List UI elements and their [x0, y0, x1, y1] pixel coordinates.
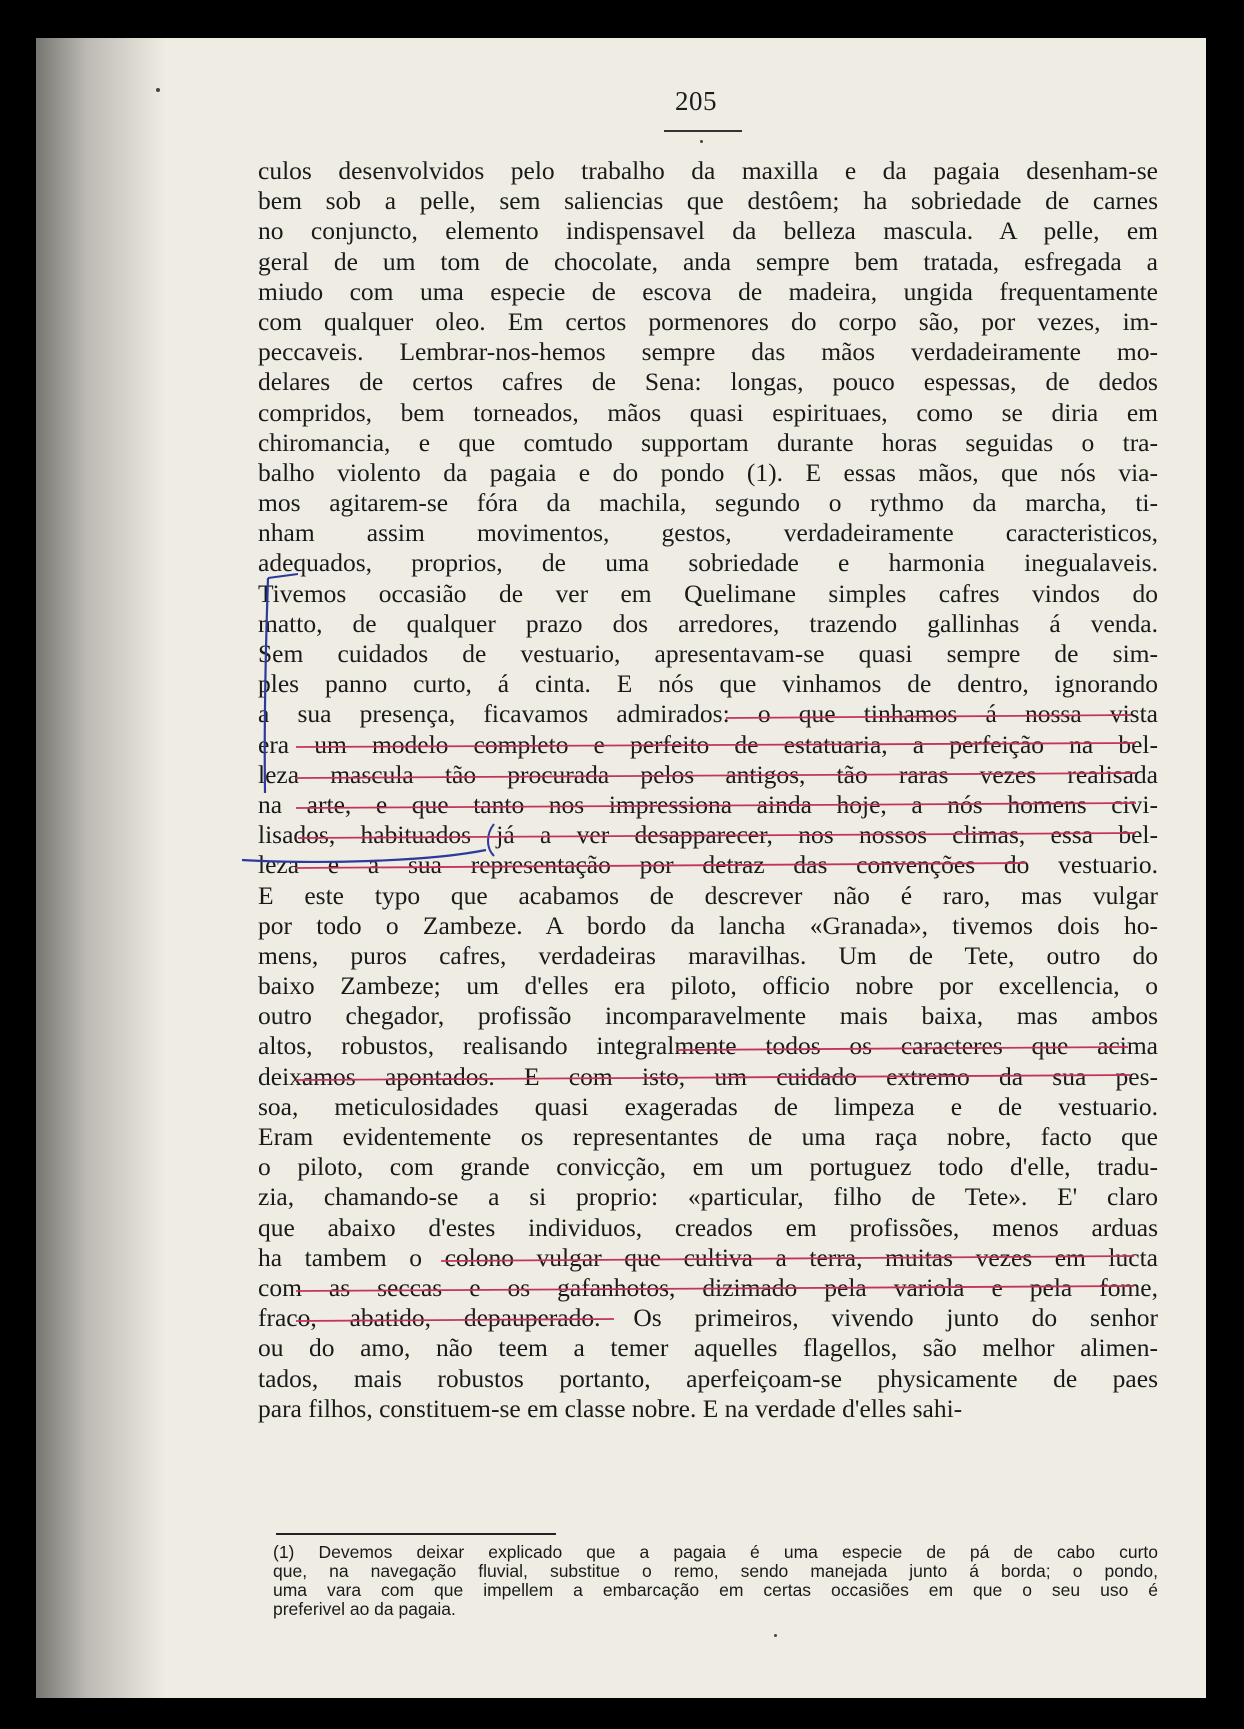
- scanned-page: [36, 38, 1206, 1698]
- body-line: leza mascula tão procurada pelos antigos, tão raras vezes realisada: [258, 759, 1158, 789]
- body-line: balho violento da pagaia e do pondo (1). E essas mãos, que nós via-: [258, 457, 1158, 487]
- ink-speck: [774, 1634, 777, 1637]
- body-line: adequados, proprios, de uma sobriedade e harmonia inegualaveis.: [258, 548, 1158, 578]
- body-line: por todo o Zambeze. A bordo da lancha «Granada», tivemos dois ho-: [258, 910, 1158, 940]
- body-line: peccaveis. Lembrar-nos-hemos sempre das mãos verdadeiramente mo-: [258, 337, 1158, 367]
- body-line: no conjuncto, elemento indispensavel da belleza mascula. A pelle, em: [258, 216, 1158, 246]
- body-line: culos desenvolvidos pelo trabalho da maxilla e da pagaia desenham-se: [258, 156, 1158, 185]
- body-line: lisados, habituados já a ver desapparecer, nos nossos climas, essa bel-: [258, 820, 1158, 850]
- ink-speck: [700, 140, 703, 143]
- footnote-divider: [276, 1533, 556, 1535]
- body-line: a sua presença, ficavamos admirados: o que tinhamos á nossa vista: [258, 699, 1158, 729]
- body-line: ou do amo, não teem a temer aquelles flagellos, são melhor alimen-: [258, 1333, 1158, 1363]
- body-line: fraco, abatido, depauperado. Os primeiros, vivendo junto do senhor: [258, 1303, 1158, 1333]
- body-line: altos, robustos, realisando integralmente todos os caracteres que acima: [258, 1031, 1158, 1061]
- body-line: para filhos, constituem-se em classe nobre. E na verdade d'elles sahi-: [258, 1393, 963, 1423]
- body-line: miudo com uma especie de escova de madeira, ungida frequentamente: [258, 276, 1158, 306]
- body-line: compridos, bem torneados, mãos quasi espirituaes, como se diria em: [258, 397, 1158, 427]
- body-line: baixo Zambeze; um d'elles era piloto, officio nobre por excellencia, o: [258, 971, 1158, 1001]
- body-line: com qualquer oleo. Em certos pormenores do corpo são, por vezes, im-: [258, 306, 1158, 336]
- body-line: zia, chamando-se a si proprio: «particular, filho de Tete». E' claro: [258, 1182, 1158, 1212]
- footnote-line: uma vara com que impellem a embarcação em certas occasiões em que o seu uso é: [273, 1580, 1158, 1600]
- body-line: E este typo que acabamos de descrever não é raro, mas vulgar: [258, 880, 1158, 910]
- footnote-line: que, na navegação fluvial, substitue o remo, sendo manejada junto á borda; o pondo,: [273, 1561, 1158, 1581]
- body-line: outro chegador, profissão incomparavelmente mais baixa, mas ambos: [258, 1001, 1158, 1031]
- body-line: leza e a sua representação por detraz das convenções do vestuario.: [258, 850, 1158, 880]
- page-number-rule: [664, 130, 742, 132]
- body-line: com as seccas e os gafanhotos, dizimado pela variola e pela fome,: [258, 1272, 1158, 1302]
- ink-speck: [156, 88, 160, 92]
- body-line: Tivemos occasião de ver em Quelimane simples cafres vindos do: [258, 578, 1158, 608]
- body-line: geral de um tom de chocolate, anda sempre bem tratada, esfregada a: [258, 246, 1158, 276]
- body-line: na arte, e que tanto nos impressiona ainda hoje, a nós homens civi-: [258, 789, 1158, 819]
- body-line: Eram evidentemente os representantes de uma raça nobre, facto que: [258, 1122, 1158, 1151]
- binding-shadow: [36, 38, 166, 1698]
- body-line: matto, de qualquer prazo dos arredores, trazendo gallinhas á venda.: [258, 608, 1158, 638]
- body-line: ples panno curto, á cinta. E nós que vinhamos de dentro, ignorando: [258, 669, 1158, 699]
- body-line: nham assim movimentos, gestos, verdadeiramente caracteristicos,: [258, 518, 1158, 548]
- body-line: Sem cuidados de vestuario, apresentavam-se quasi sempre de sim-: [258, 639, 1158, 668]
- body-line: chiromancia, e que comtudo supportam durante horas seguidas o tra-: [258, 427, 1158, 457]
- body-line: era um modelo completo e perfeito de estatuaria, a perfeição na bel-: [258, 729, 1158, 759]
- body-line: delares de certos cafres de Sena: longas, pouco espessas, de dedos: [258, 367, 1158, 397]
- body-line: soa, meticulosidades quasi exageradas de limpeza e de vestuario.: [258, 1091, 1158, 1121]
- body-text: [258, 156, 1158, 1424]
- footnote-line: preferivel ao da pagaia.: [273, 1599, 456, 1619]
- body-line: ha tambem o colono vulgar que cultiva a terra, muitas vezes em lucta: [258, 1242, 1158, 1272]
- body-line: bem sob a pelle, sem saliencias que destôem; ha sobriedade de carnes: [258, 186, 1158, 216]
- body-line: tados, mais robustos portanto, aperfeiçoam-se physicamente de paes: [258, 1363, 1158, 1393]
- footnote: [273, 1543, 1158, 1619]
- body-line: o piloto, com grande convicção, em um portuguez todo d'elle, tradu-: [258, 1152, 1158, 1182]
- footnote-line: (1) Devemos deixar explicado que a pagaia é uma especie de pá de cabo curto: [273, 1542, 1158, 1562]
- body-line: que abaixo d'estes individuos, creados em profissões, menos arduas: [258, 1212, 1158, 1242]
- page-number: 205: [675, 86, 717, 116]
- body-line: mens, puros cafres, verdadeiras maravilhas. Um de Tete, outro do: [258, 940, 1158, 970]
- body-line: mos agitarem-se fóra da machila, segundo o rythmo da marcha, ti-: [258, 488, 1158, 518]
- body-line: deixamos apontados. E com isto, um cuidado extremo da sua pes-: [258, 1061, 1158, 1091]
